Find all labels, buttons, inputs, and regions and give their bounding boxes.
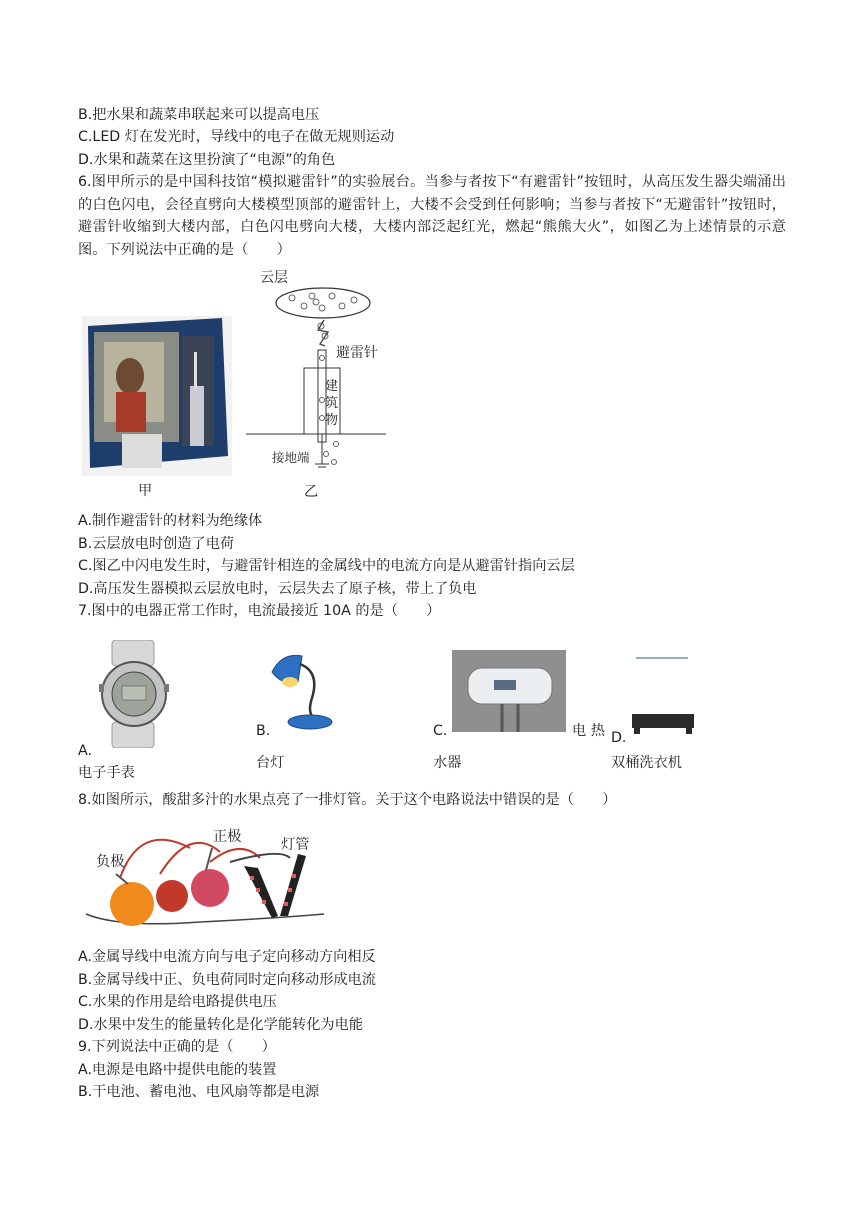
water-heater-image [452, 650, 566, 732]
circuit-label-tube: 灯管 [281, 837, 310, 853]
q7-option-d-letter: D. [611, 730, 627, 746]
q5-option-c: C.LED 灯在发光时，导线中的电子在做无规则运动 [78, 129, 395, 145]
q7-option-b-letter: B. [256, 723, 271, 739]
figure-yi-caption: 乙 [304, 484, 319, 500]
q8-option-d: D.水果中发生的能量转化是化学能转化为电能 [78, 1017, 363, 1033]
q7-option-c-name-1: 电 热 [572, 723, 605, 739]
q6-option-a: A.制作避雷针的材料为绝缘体 [78, 513, 263, 529]
q8-option-c: C.水果的作用是给电路提供电压 [78, 994, 277, 1010]
q7-option-c-name-2: 水器 [433, 755, 462, 771]
diagram-label-building: 建筑物 [325, 379, 339, 428]
diagram-label-lightning-rod: 避雷针 [336, 345, 378, 361]
q7-stem: 7.图中的电器正常工作时，电流最接近 10A 的是（ ） [78, 603, 441, 619]
figure-jia-photo [82, 316, 232, 476]
q8-stem: 8.如图所示，酸甜多汁的水果点亮了一排灯管。关于这个电路说法中错误的是（ ） [78, 792, 617, 808]
q7-option-c-letter: C. [433, 723, 448, 739]
q8-option-b: B.金属导线中正、负电荷同时定向移动形成电流 [78, 972, 376, 988]
circuit-label-negative: 负极 [96, 854, 125, 870]
q9-option-a: A.电源是电路中提供电能的装置 [78, 1062, 277, 1078]
q6-option-d: D.高压发生器模拟云层放电时，云层失去了原子核，带上了负电 [78, 581, 477, 597]
q6-stem: 6.图甲所示的是中国科技馆“模拟避雷针”的实验展台。当参与者按下“有避雷针”按钮时，从高压发生器尖端涌出的白色闪电，会径直劈向大楼模型顶部的避雷针上，大楼不会受到任何影响；当参与者按下“无避雷针”按钮时，避雷针收缩到大楼内部，白色闪电劈向大楼，大楼内部泛起红光，燃起“熊熊大火”，如图乙为上述情景的示意图。下列说法中正确的是（ ） [78, 174, 786, 258]
circuit-label-positive: 正极 [213, 829, 242, 845]
desk-lamp-image [268, 648, 338, 732]
q7-option-a-name: 电子手表 [78, 765, 135, 781]
q9-option-b: B.干电池、蓄电池、电风扇等都是电源 [78, 1084, 320, 1100]
q7-option-a-letter: A. [78, 743, 92, 759]
q5-option-d: D.水果和蔬菜在这里扮演了“电源”的角色 [78, 152, 336, 168]
q7-option-d-name: 双桶洗衣机 [611, 755, 682, 771]
figure-jia-caption: 甲 [138, 483, 153, 499]
q5-option-b: B.把水果和蔬菜串联起来可以提高电压 [78, 107, 320, 123]
q6-option-b: B.云层放电时创造了电荷 [78, 536, 235, 552]
figure-yi-diagram [246, 266, 396, 476]
q9-stem: 9.下列说法中正确的是（ ） [78, 1039, 276, 1055]
electronic-watch-image [98, 640, 170, 748]
diagram-label-cloud: 云层 [260, 270, 288, 286]
q7-option-b-name: 台灯 [256, 755, 285, 771]
q8-option-a: A.金属导线中电流方向与电子定向移动方向相反 [78, 949, 376, 965]
twin-tub-washing-machine-image [630, 652, 696, 736]
diagram-label-ground-end: 接地端 [272, 450, 310, 465]
q6-option-c: C.图乙中闪电发生时，与避雷针相连的金属线中的电流方向是从避雷针指向云层 [78, 558, 575, 574]
